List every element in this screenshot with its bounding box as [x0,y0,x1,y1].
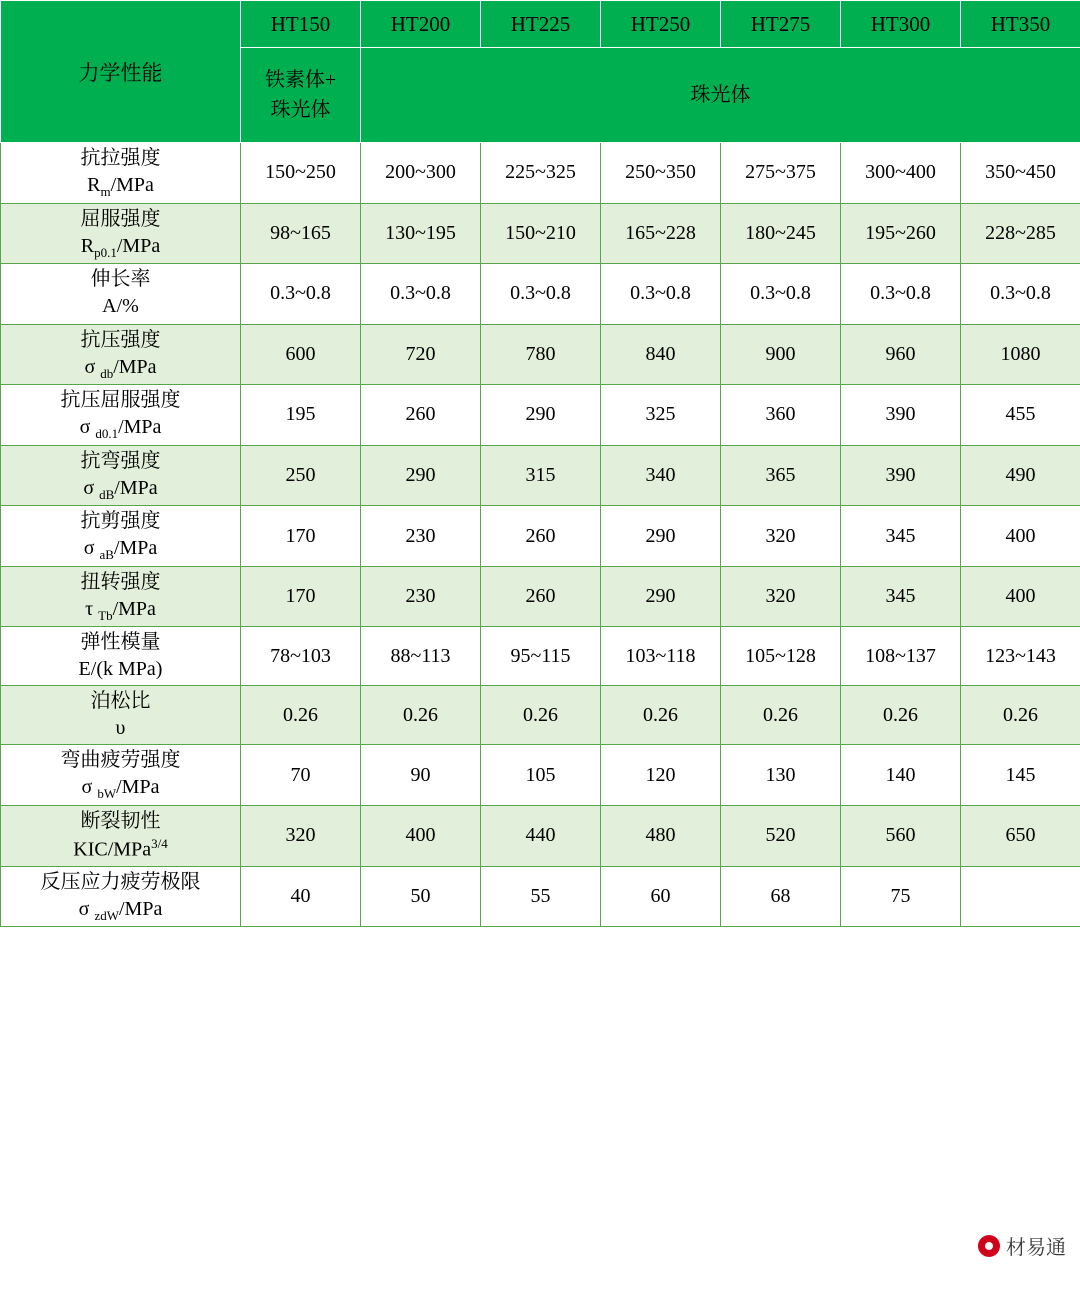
cell-value: 108~137 [841,627,961,686]
table-body [1,143,1080,927]
header-property-label: 力学性能 [1,1,241,143]
cell-value: 130 [721,745,841,806]
header-grade-ht275: HT275 [721,1,841,48]
cell-value: 0.26 [361,686,481,745]
header-structure-ferrite-pearlite [241,48,361,143]
cell-value: 230 [361,506,481,567]
cell-value: 260 [481,566,601,627]
cell-value: 105~128 [721,627,841,686]
row-property-tensile-strength: 抗拉强度 $R_m$/MPa [1,143,241,204]
cell-value: 0.26 [721,686,841,745]
row-property-bending-strength: 抗弯强度 σ $_{dB}$/MPa [1,445,241,506]
cell-value: 260 [481,506,601,567]
cell-value: 320 [721,566,841,627]
cell-value: 55 [481,866,601,927]
table-row [1,445,1080,506]
row-property-poisson-ratio: 泊松比 υ [1,686,241,745]
header-grade-ht225: HT225 [481,1,601,48]
header-grade-ht200: HT200 [361,1,481,48]
cell-value: 400 [961,566,1080,627]
cell-value: 120 [601,745,721,806]
cell-value: 290 [601,566,721,627]
watermark-logo-icon [978,1235,1000,1257]
row-property-reverse-stress-fatigue-limit: 反压应力疲劳极限 σ $_{zdW}$/MPa [1,866,241,927]
cell-value: 320 [721,506,841,567]
cell-value: 290 [361,445,481,506]
row-property-elastic-modulus: 弹性模量 E/(k MPa) [1,627,241,686]
row-property-torsional-strength: 扭转强度 τ $_{Tb}$/MPa [1,566,241,627]
cell-value: 455 [961,385,1080,446]
table-row [1,805,1080,866]
cell-value: 290 [601,506,721,567]
cell-value: 123~143 [961,627,1080,686]
cell-value: 105 [481,745,601,806]
header-grade-ht250: HT250 [601,1,721,48]
cell-value: 960 [841,324,961,385]
cell-value: 195~260 [841,203,961,264]
cell-value: 70 [241,745,361,806]
cell-value: 103~118 [601,627,721,686]
cell-value: 195 [241,385,361,446]
row-property-elongation: 伸长率 A/% [1,264,241,325]
cell-value: 360 [721,385,841,446]
cell-value: 228~285 [961,203,1080,264]
header-structure-line1: 铁素体+ [264,69,337,91]
cell-value: 0.3~0.8 [241,264,361,325]
cell-value [961,866,1080,927]
table-row [1,324,1080,385]
cell-value: 390 [841,385,961,446]
cell-value: 300~400 [841,143,961,204]
cell-value: 275~375 [721,143,841,204]
cell-value: 400 [961,506,1080,567]
header-grade-ht300: HT300 [841,1,961,48]
cell-value: 75 [841,866,961,927]
cell-value: 400 [361,805,481,866]
cell-value: 165~228 [601,203,721,264]
table-row [1,385,1080,446]
cell-value: 88~113 [361,627,481,686]
cell-value: 180~245 [721,203,841,264]
cell-value: 0.3~0.8 [841,264,961,325]
table-row [1,506,1080,567]
cell-value: 365 [721,445,841,506]
cell-value: 350~450 [961,143,1080,204]
cell-value: 60 [601,866,721,927]
table-row [1,143,1080,204]
cell-value: 0.3~0.8 [721,264,841,325]
cell-value: 560 [841,805,961,866]
cell-value: 440 [481,805,601,866]
cell-value: 50 [361,866,481,927]
cell-value: 650 [961,805,1080,866]
cell-value: 250~350 [601,143,721,204]
cell-value: 345 [841,506,961,567]
watermark [978,1231,1066,1260]
header-row-grades [1,1,1080,48]
cell-value: 780 [481,324,601,385]
row-property-compressive-strength: 抗压强度 σ $_{db}$/MPa [1,324,241,385]
row-property-fracture-toughness: 断裂韧性 KIC/MPa$^{3/4}$ [1,805,241,866]
cell-value: 0.26 [241,686,361,745]
cell-value: 0.26 [481,686,601,745]
table-row [1,866,1080,927]
cell-value: 140 [841,745,961,806]
cell-value: 98~165 [241,203,361,264]
cell-value: 520 [721,805,841,866]
cell-value: 0.3~0.8 [481,264,601,325]
cell-value: 345 [841,566,961,627]
cell-value: 0.3~0.8 [601,264,721,325]
table-row [1,566,1080,627]
cell-value: 340 [601,445,721,506]
header-structure-pearlite: 珠光体 [361,48,1080,143]
cell-value: 150~250 [241,143,361,204]
cell-value: 480 [601,805,721,866]
cell-value: 260 [361,385,481,446]
cell-value: 145 [961,745,1080,806]
table-row [1,686,1080,745]
cell-value: 90 [361,745,481,806]
cell-value: 78~103 [241,627,361,686]
cell-value: 490 [961,445,1080,506]
cell-value: 840 [601,324,721,385]
cell-value: 600 [241,324,361,385]
cell-value: 0.3~0.8 [961,264,1080,325]
table-row [1,264,1080,325]
cell-value: 130~195 [361,203,481,264]
table-header [1,1,1080,143]
cell-value: 68 [721,866,841,927]
table-row [1,745,1080,806]
row-property-shear-strength: 抗剪强度 σ $_{aB}$/MPa [1,506,241,567]
row-property-bending-fatigue-strength: 弯曲疲劳强度 σ $_{bW}$/MPa [1,745,241,806]
row-property-compressive-yield-strength: 抗压屈服强度 σ $_{d0.1}$/MPa [1,385,241,446]
cell-value: 95~115 [481,627,601,686]
cell-value: 315 [481,445,601,506]
cell-value: 150~210 [481,203,601,264]
cell-value: 290 [481,385,601,446]
table-row [1,203,1080,264]
header-structure-line2: 珠光体 [270,99,331,121]
cell-value: 40 [241,866,361,927]
cell-value: 320 [241,805,361,866]
cell-value: 0.26 [841,686,961,745]
header-grade-ht350: HT350 [961,1,1080,48]
cell-value: 230 [361,566,481,627]
cell-value: 0.26 [601,686,721,745]
cell-value: 325 [601,385,721,446]
watermark-text: 材易通 [1006,1237,1066,1259]
cell-value: 0.3~0.8 [361,264,481,325]
row-property-yield-strength: 屈服强度 $R_{p0.1}$/MPa [1,203,241,264]
cell-value: 170 [241,566,361,627]
cell-value: 720 [361,324,481,385]
cell-value: 390 [841,445,961,506]
cell-value: 0.26 [961,686,1080,745]
table-row [1,627,1080,686]
cell-value: 1080 [961,324,1080,385]
cell-value: 200~300 [361,143,481,204]
cell-value: 170 [241,506,361,567]
cell-value: 250 [241,445,361,506]
cell-value: 900 [721,324,841,385]
cell-value: 225~325 [481,143,601,204]
header-grade-ht150: HT150 [241,1,361,48]
